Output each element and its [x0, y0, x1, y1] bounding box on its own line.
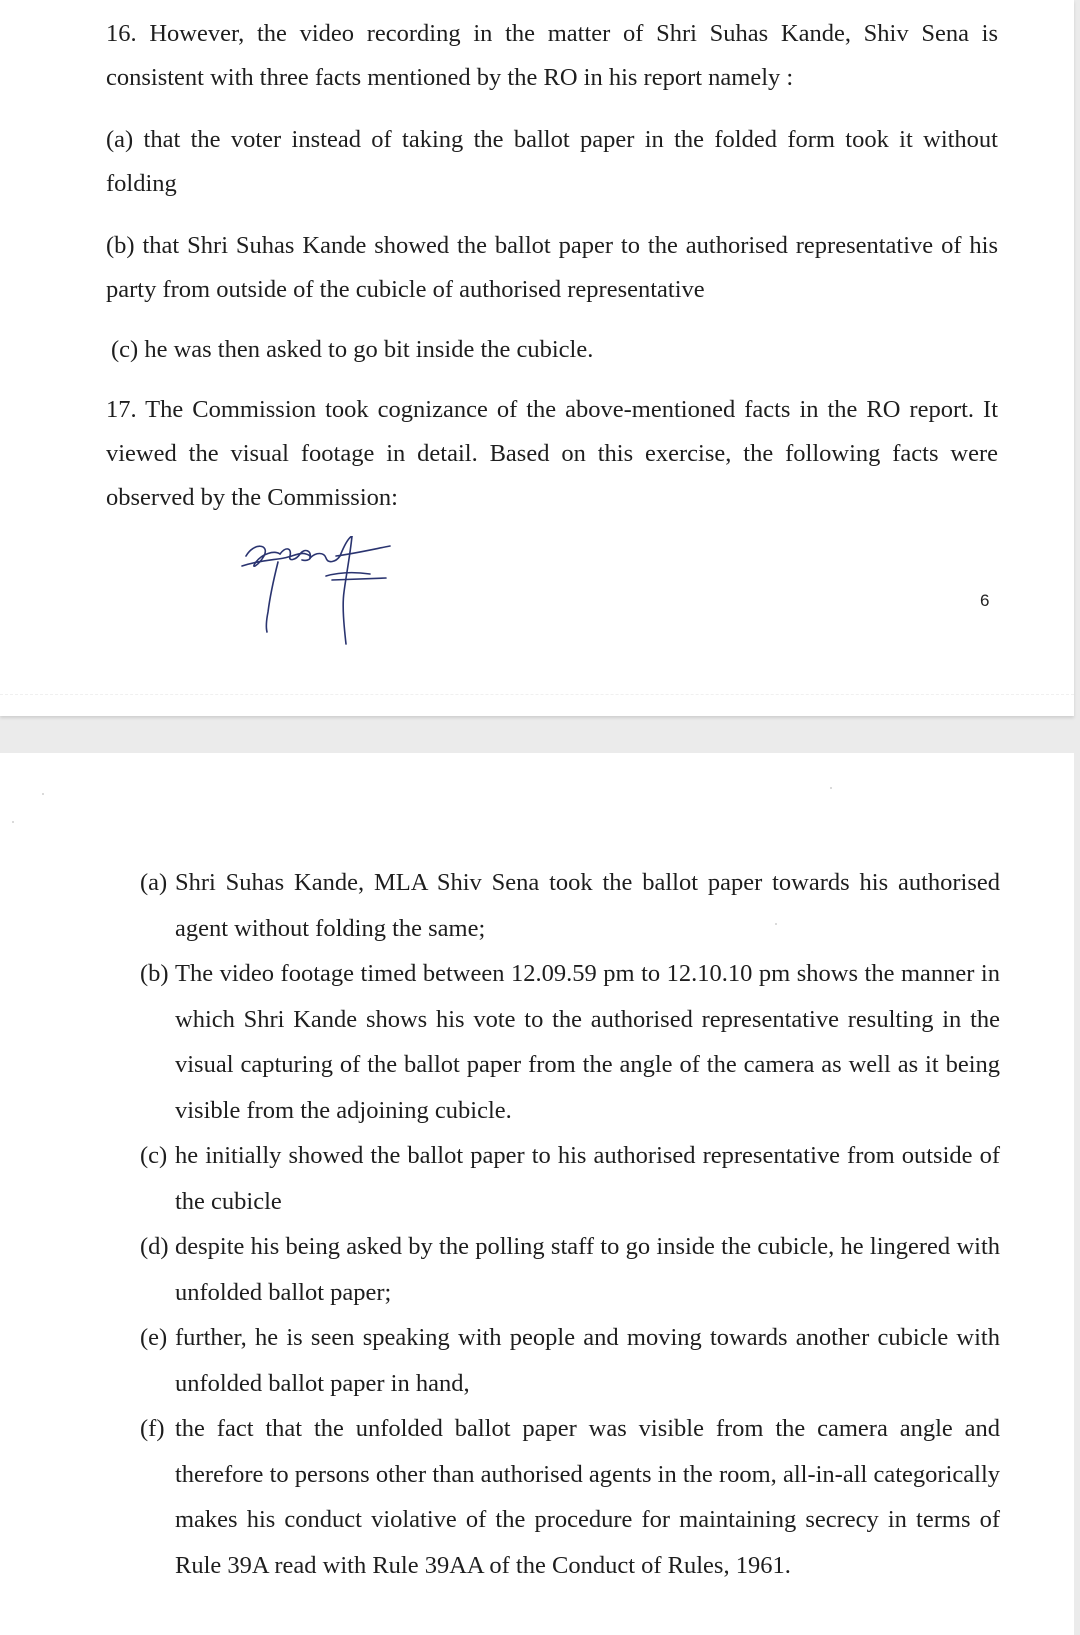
list-item-text: the fact that the unfolded ballot paper was visible from the camera angle and therefore to persons other than authorised agents in the room, all-in-all categorically makes his conduct violative of the procedure for maintaining secrecy in terms of Rule 39A read with Rule 39AA of the Conduct of Rules, 1961.: [175, 1415, 1000, 1579]
list-item-text: Shri Suhas Kande, MLA Shiv Sena took the ballot paper towards his authorised agent without folding the same;: [175, 869, 1000, 942]
scan-speck: [830, 787, 832, 789]
scan-speck: [12, 821, 14, 823]
observed-facts-list: [140, 860, 1000, 1588]
paragraph-16-item-a: (a) that the voter instead of taking the ballot paper in the folded form took it without folding: [106, 126, 998, 197]
paragraph-16-item-b: (b) that Shri Suhas Kande showed the ballot paper to the authorised representative of his party from outside of the cubicle of authorised representative: [106, 232, 998, 303]
page-scan-artifact: [0, 694, 1074, 695]
paragraph-17: 17. The Commission took cognizance of the above-mentioned facts in the RO report. It viewed the visual footage in detail. Based on this exercise, the following facts were observed by the Commission:: [106, 396, 998, 511]
list-item-marker: (c): [140, 1142, 168, 1169]
list-item-marker: (b): [140, 960, 169, 987]
list-item-text: despite his being asked by the polling staff to go inside the cubicle, he lingered with unfolded ballot paper;: [175, 1233, 1000, 1306]
paragraph-16-item-c: (c) he was then asked to go bit inside the cubicle.: [111, 336, 594, 363]
page-number: 6: [980, 591, 990, 610]
document-page-1: [0, 0, 1074, 716]
handwritten-signature: [240, 536, 410, 648]
list-item-marker: (f): [140, 1415, 165, 1442]
list-item: [140, 1406, 1000, 1588]
list-item-marker: (d): [140, 1233, 169, 1260]
list-item-text: The video footage timed between 12.09.59 pm to 12.10.10 pm shows the manner in which Shri Kande shows his vote to the authorised representative resulting in the visual capturing of the ballot paper from the angle of the camera as well as it being visible from the adjoining cubicle.: [175, 960, 1000, 1124]
list-item: [140, 951, 1000, 1133]
scan-speck: [42, 793, 44, 795]
list-item-text: further, he is seen speaking with people and moving towards another cubicle with unfolded ballot paper in hand,: [175, 1324, 1000, 1397]
list-item: [140, 1315, 1000, 1406]
list-item-text: he initially showed the ballot paper to his authorised representative from outside of the cubicle: [175, 1142, 1000, 1215]
list-item: [140, 1133, 1000, 1224]
list-item-marker: (a): [140, 869, 168, 896]
paragraph-16: 16. However, the video recording in the matter of Shri Suhas Kande, Shiv Sena is consistent with three facts mentioned by the RO in his report namely :: [106, 20, 998, 91]
list-item: [140, 1224, 1000, 1315]
list-item: [140, 860, 1000, 951]
list-item-marker: (e): [140, 1324, 168, 1351]
